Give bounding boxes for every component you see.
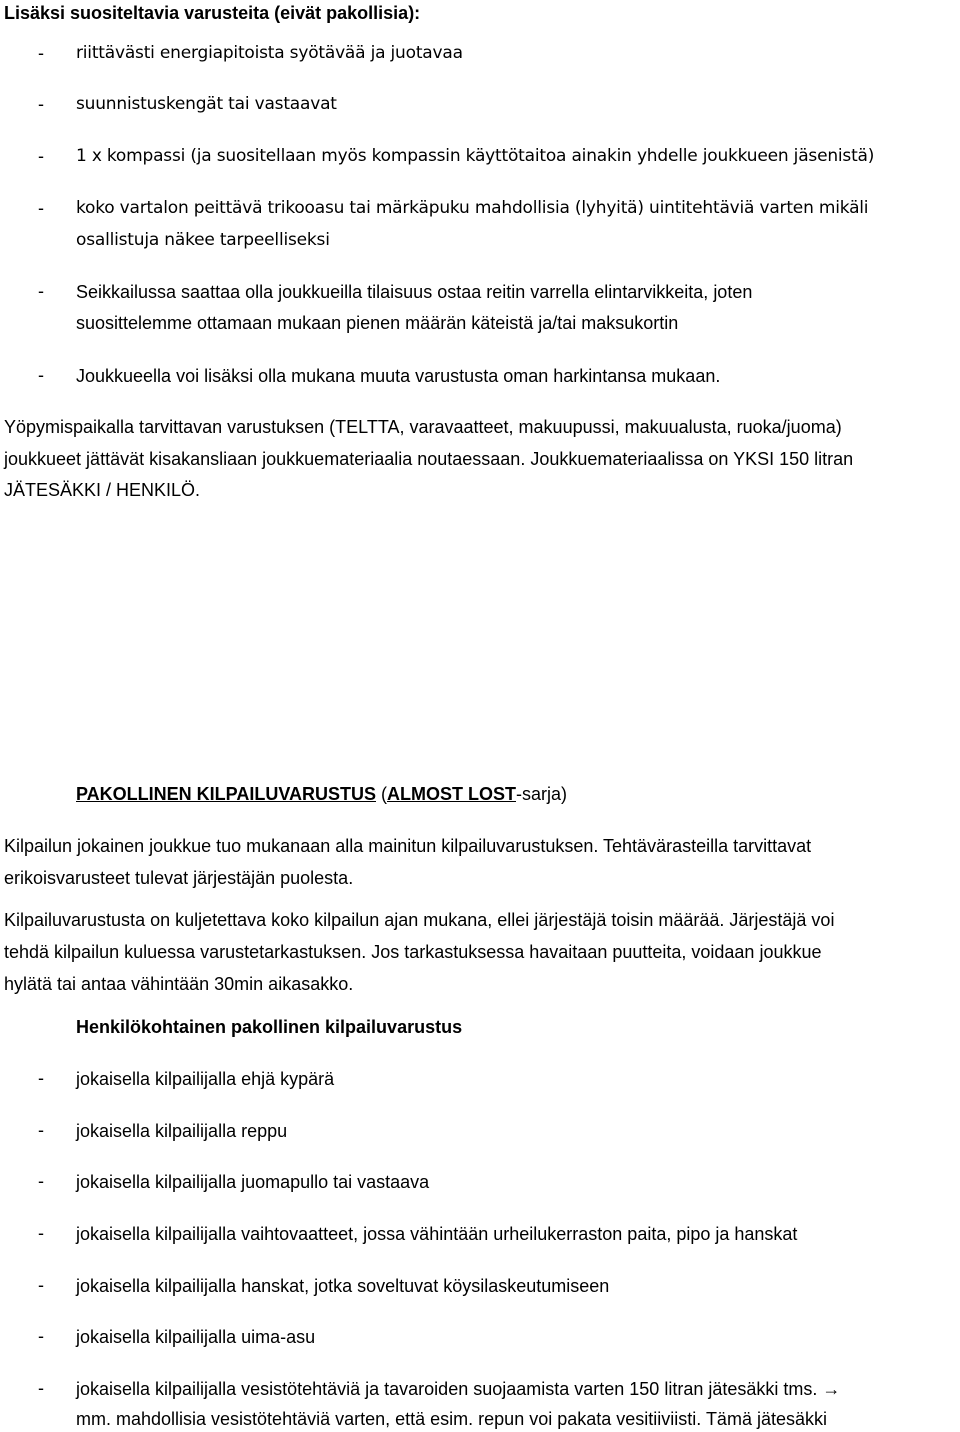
list-dash: -	[38, 1223, 44, 1243]
subsection-heading-personal: Henkilökohtainen pakollinen kilpailuvarustus	[76, 1017, 463, 1037]
list-item: Seikkailussa saattaa olla joukkueilla tilaisuus ostaa reitin varrella elintarvikkeita, joten	[76, 282, 753, 302]
paragraph-line: hylätä tai antaa vähintään 30min aikasakko.	[4, 974, 354, 994]
title-part: (	[376, 784, 387, 804]
list-dash: -	[38, 94, 44, 114]
list-item: Joukkueella voi lisäksi olla mukana muuta varustusta oman harkintansa mukaan.	[76, 366, 721, 386]
list-item: suunnistuskengät tai vastaavat	[76, 94, 337, 114]
list-dash: -	[38, 43, 44, 63]
paragraph-line: Kilpailun jokainen joukkue tuo mukanaan alla mainitun kilpailuvarustuksen. Tehtävärasteilla tarvittavat	[4, 836, 812, 856]
list-item: jokaisella kilpailijalla hanskat, jotka soveltuvat köysilaskeutumiseen	[76, 1276, 610, 1296]
list-item: jokaisella kilpailijalla vaihtovaatteet, jossa vähintään urheilukerraston paita, pipo ja hanskat	[76, 1224, 798, 1244]
list-item: jokaisella kilpailijalla juomapullo tai vastaava	[76, 1172, 430, 1192]
paragraph-line: Kilpailuvarustusta on kuljetettava koko kilpailun ajan mukana, ellei järjestäjä toisin määrää. Järjestäjä voi	[4, 910, 835, 930]
list-item: jokaisella kilpailijalla ehjä kypärä	[76, 1069, 335, 1089]
section-heading-mandatory	[76, 785, 567, 803]
list-item: 1 x kompassi (ja suositellaan myös kompassin käyttötaitoa ainakin yhdelle joukkueen jäsenistä)	[76, 146, 875, 166]
list-item: jokaisella kilpailijalla reppu	[76, 1121, 288, 1141]
paragraph-line: Yöpymispaikalla tarvittavan varustuksen (TELTTA, varavaatteet, makuupussi, makuualusta, ruoka/juoma)	[4, 417, 842, 437]
list-item-continued: suosittelemme ottamaan mukaan pienen määrän käteistä ja/tai maksukortin	[76, 313, 679, 333]
paragraph-line: erikoisvarusteet tulevat järjestäjän puolesta.	[4, 868, 354, 888]
list-dash: -	[38, 281, 44, 301]
list-item: riittävästi energiapitoista syötävää ja juotavaa	[76, 43, 463, 63]
list-dash: -	[38, 198, 44, 218]
list-dash: -	[38, 1068, 44, 1088]
title-part: PAKOLLINEN KILPAILUVARUSTUS	[76, 784, 376, 804]
list-item: koko vartalon peittävä trikooasu tai märkäpuku mahdollisia (lyhyitä) uintitehtäviä varten mikäli	[76, 198, 869, 218]
list-dash: -	[38, 365, 44, 385]
paragraph-line: joukkueet jättävät kisakansliaan joukkuemateriaalia noutaessaan. Joukkuemateriaalissa on YKSI 150 litran	[4, 449, 854, 469]
list-item-continued: osallistuja näkee tarpeelliseksi	[76, 230, 330, 250]
list-dash: -	[38, 1378, 44, 1398]
paragraph-line: tehdä kilpailun kuluessa varustetarkastuksen. Jos tarkastuksessa havaitaan puutteita, voidaan joukkue	[4, 942, 822, 962]
section-heading-recommended: Lisäksi suositeltavia varusteita (eivät pakollisia):	[4, 3, 421, 23]
list-dash: -	[38, 1326, 44, 1346]
list-dash: -	[38, 1120, 44, 1140]
list-dash: -	[38, 146, 44, 166]
title-part: ALMOST LOST	[387, 784, 516, 804]
paragraph-line: JÄTESÄKKI / HENKILÖ.	[4, 480, 201, 500]
list-item: jokaisella kilpailijalla uima-asu	[76, 1327, 316, 1347]
list-dash: -	[38, 1275, 44, 1295]
title-part: -sarja)	[516, 784, 568, 804]
list-dash: -	[38, 1171, 44, 1191]
list-item-continued: mm. mahdollisia vesistötehtäviä varten, että esim. repun voi pakata vesitiiviisti. Tämä jätesäkki	[76, 1409, 827, 1429]
list-item: jokaisella kilpailijalla vesistötehtäviä ja tavaroiden suojaamista varten 150 litran jätesäkki tms. →	[76, 1379, 841, 1399]
